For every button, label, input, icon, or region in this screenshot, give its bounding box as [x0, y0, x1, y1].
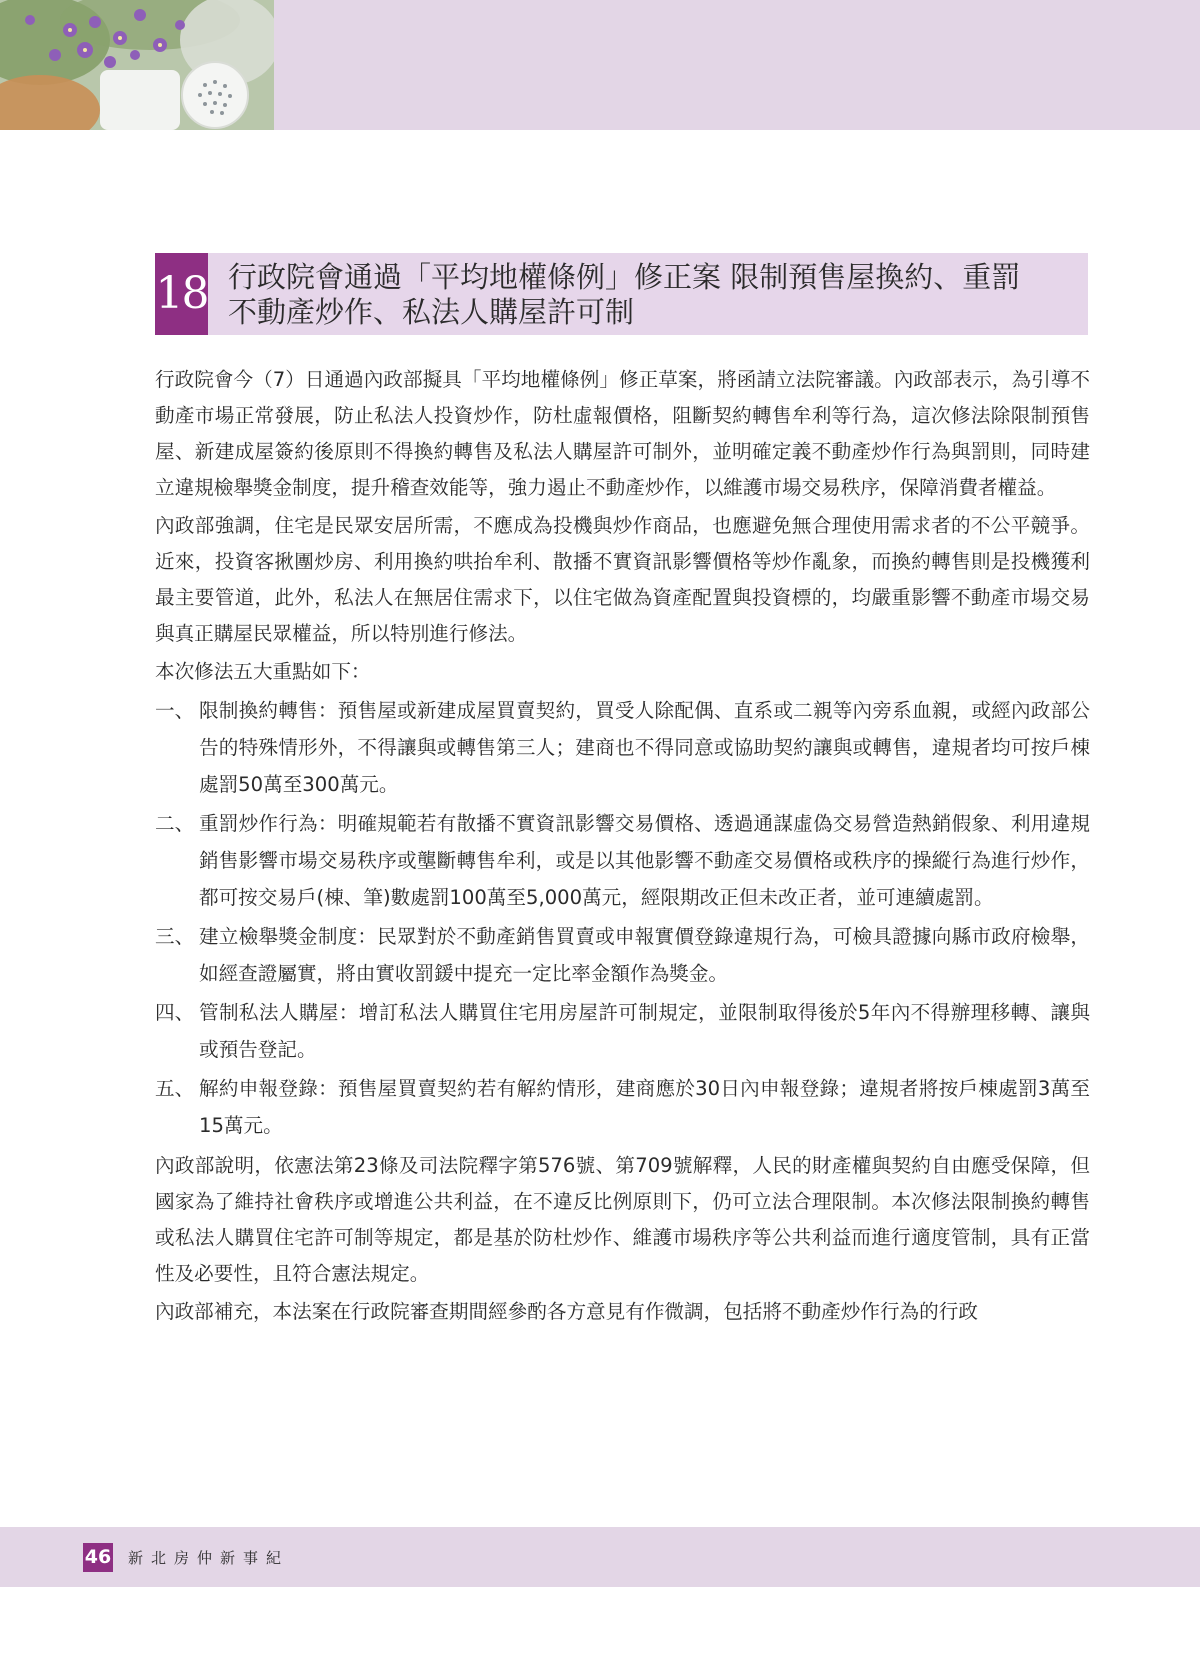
- key-points-intro: 本次修法五大重點如下：: [155, 660, 371, 683]
- body-paragraph-4: 內政部補充，本法案在行政院審查期間經參酌各方意見有作微調，包括將不動產炒作行為的行政: [155, 1300, 978, 1323]
- page-number: 46: [83, 1543, 113, 1572]
- key-point-marker: 五、: [155, 1077, 195, 1100]
- key-point-marker: 一、: [155, 699, 195, 722]
- body-paragraph-2: 內政部強調，住宅是民眾安居所需，不應成為投機與炒作商品，也應避免無合理使用需求者的不公平競爭。近來，投資客揪團炒房、利用換約哄抬牟利、散播不實資訊影響價格等炒作亂象，而換約轉售則是投機獲利最主要管道，此外，私法人在無居住需求下，以住宅做為資產配置與投資標的，均嚴重影響不動產市場交易與真正購屋民眾權益，所以特別進行修法。: [155, 514, 1090, 645]
- key-point-heading: 管制私法人購屋：: [199, 1001, 359, 1024]
- key-point-3: [155, 918, 1090, 992]
- article-title: [228, 260, 1078, 330]
- key-point-heading: 重罰炒作行為：: [199, 812, 338, 835]
- article-title-line-1: 行政院會通過「平均地權條例」修正案 限制預售屋換約、重罰: [228, 260, 1021, 294]
- key-point-heading: 建立檢舉獎金制度：: [199, 925, 378, 948]
- key-point-marker: 二、: [155, 812, 195, 835]
- article-number-badge: 18: [155, 253, 208, 335]
- publication-name: 新北房仲新事紀: [128, 1549, 290, 1567]
- key-point-heading: 限制換約轉售：: [199, 699, 338, 722]
- key-point-marker: 三、: [155, 925, 195, 948]
- body-paragraph-1: 行政院會今（7）日通過內政部擬具「平均地權條例」修正草案，將函請立法院審議。內政部表示，為引導不動產市場正常發展，防止私法人投資炒作，防杜虛報價格，阻斷契約轉售牟利等行為，這次修法除限制預售屋、新建成屋簽約後原則不得換約轉售及私法人購屋許可制外，並明確定義不動產炒作行為與罰則，同時建立違規檢舉獎金制度，提升稽查效能等，強力遏止不動產炒作，以維護市場交易秩序，保障消費者權益。: [155, 368, 1090, 499]
- key-point-text: 預售屋買賣契約若有解約情形，建商應於30日內申報登錄；違規者將按戶棟處罰3萬至15萬元。: [199, 1077, 1090, 1137]
- body-paragraph-3: 內政部說明，依憲法第23條及司法院釋字第576號、第709號解釋，人民的財產權與契約自由應受保障，但國家為了維持社會秩序或增進公共利益，在不違反比例原則下，仍可立法合理限制。本次修法限制換約轉售或私法人購買住宅許可制等規定，都是基於防杜炒作、維護市場秩序等公共利益而進行適度管制，具有正當性及必要性，且符合憲法規定。: [155, 1154, 1090, 1285]
- corner-flower-photo: [0, 0, 274, 130]
- key-point-4: [155, 994, 1090, 1068]
- key-point-5: [155, 1070, 1090, 1144]
- key-point-marker: 四、: [155, 1001, 195, 1024]
- key-point-heading: 解約申報登錄：: [199, 1077, 338, 1100]
- article-heading: [155, 253, 1088, 335]
- key-point-1: [155, 692, 1090, 803]
- key-point-text: 增訂私法人購買住宅用房屋許可制規定，並限制取得後於5年內不得辦理移轉、讓與或預告登記。: [199, 1001, 1090, 1061]
- key-point-text: 明確規範若有散播不實資訊影響交易價格、透過通謀虛偽交易營造熱銷假象、利用違規銷售影響市場交易秩序或壟斷轉售牟利，或是以其他影響不動產交易價格或秩序的操縱行為進行炒作，都可按交易戶(棟、筆)數處罰100萬至5,000萬元，經限期改正但未改正者，並可連續處罰。: [199, 812, 1091, 909]
- article-body: [155, 362, 1090, 1332]
- key-point-text: 民眾對於不動產銷售買賣或申報實價登錄違規行為，可檢具證據向縣市政府檢舉，如經查證屬實，將由實收罰鍰中提充一定比率金額作為獎金。: [199, 925, 1091, 985]
- article-title-line-2: 不動產炒作、私法人購屋許可制: [228, 295, 635, 329]
- key-point-2: [155, 805, 1090, 916]
- key-point-text: 預售屋或新建成屋買賣契約，買受人除配偶、直系或二親等內旁系血親，或經內政部公告的特殊情形外，不得讓與或轉售第三人；建商也不得同意或協助契約讓與或轉售，違規者均可按戶棟處罰50萬至300萬元。: [199, 699, 1091, 796]
- key-points-list: [155, 692, 1090, 1144]
